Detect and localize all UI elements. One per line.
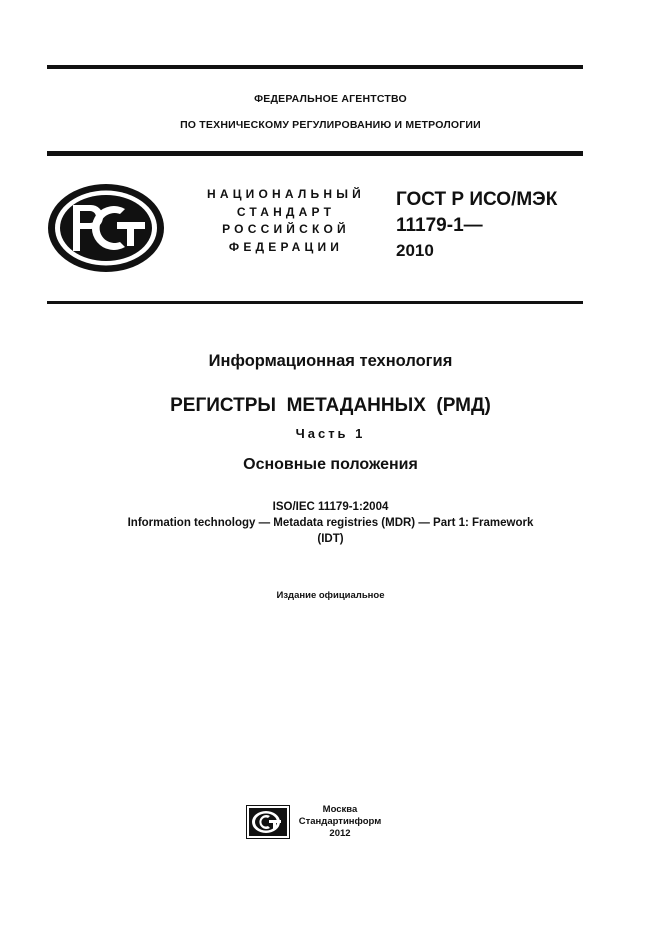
top-rule: [47, 65, 583, 69]
source-standard-title: Information technology — Metadata registries (MDR) — Part 1: Framework: [127, 517, 534, 529]
standard-designation-line-1: ГОСТ Р ИСО/МЭК: [396, 189, 558, 210]
standard-designation-line-3: 2010: [396, 241, 434, 260]
standard-designation-line-2: 11179-1—: [396, 215, 483, 236]
agency-line-2: ПО ТЕХНИЧЕСКОМУ РЕГУЛИРОВАНИЮ И МЕТРОЛОГИИ: [180, 119, 481, 131]
standard-block-bottom-rule: [47, 301, 583, 304]
publication-year: 2012: [329, 828, 351, 839]
publisher-name: Стандартинформ: [298, 816, 382, 827]
edition-note: Издание официальное: [276, 590, 385, 601]
standartinform-logo-icon: [246, 805, 290, 839]
source-standard-reference: ISO/IEC 11179-1:2004: [272, 501, 389, 513]
national-standard-line-1: НАЦИОНАЛЬНЫЙ: [206, 187, 366, 201]
national-standard-line-2: СТАНДАРТ: [236, 204, 336, 219]
national-standard-line-3: РОССИЙСКОЙ: [222, 222, 350, 236]
document-title: РЕГИСТРЫ МЕТАДАННЫХ (РМД): [170, 395, 491, 416]
publisher-city: Москва: [322, 804, 358, 815]
document-part: Часть 1: [295, 426, 366, 441]
national-standard-line-4: ФЕДЕРАЦИИ: [228, 239, 344, 254]
source-equivalence: (IDT): [317, 533, 344, 545]
rst-emblem-icon: [47, 183, 165, 273]
agency-line-1: ФЕДЕРАЛЬНОЕ АГЕНТСТВО: [254, 93, 407, 105]
document-subject: Информационная технология: [208, 352, 453, 370]
header-bottom-rule: [47, 151, 583, 156]
document-part-title: Основные положения: [243, 456, 418, 473]
